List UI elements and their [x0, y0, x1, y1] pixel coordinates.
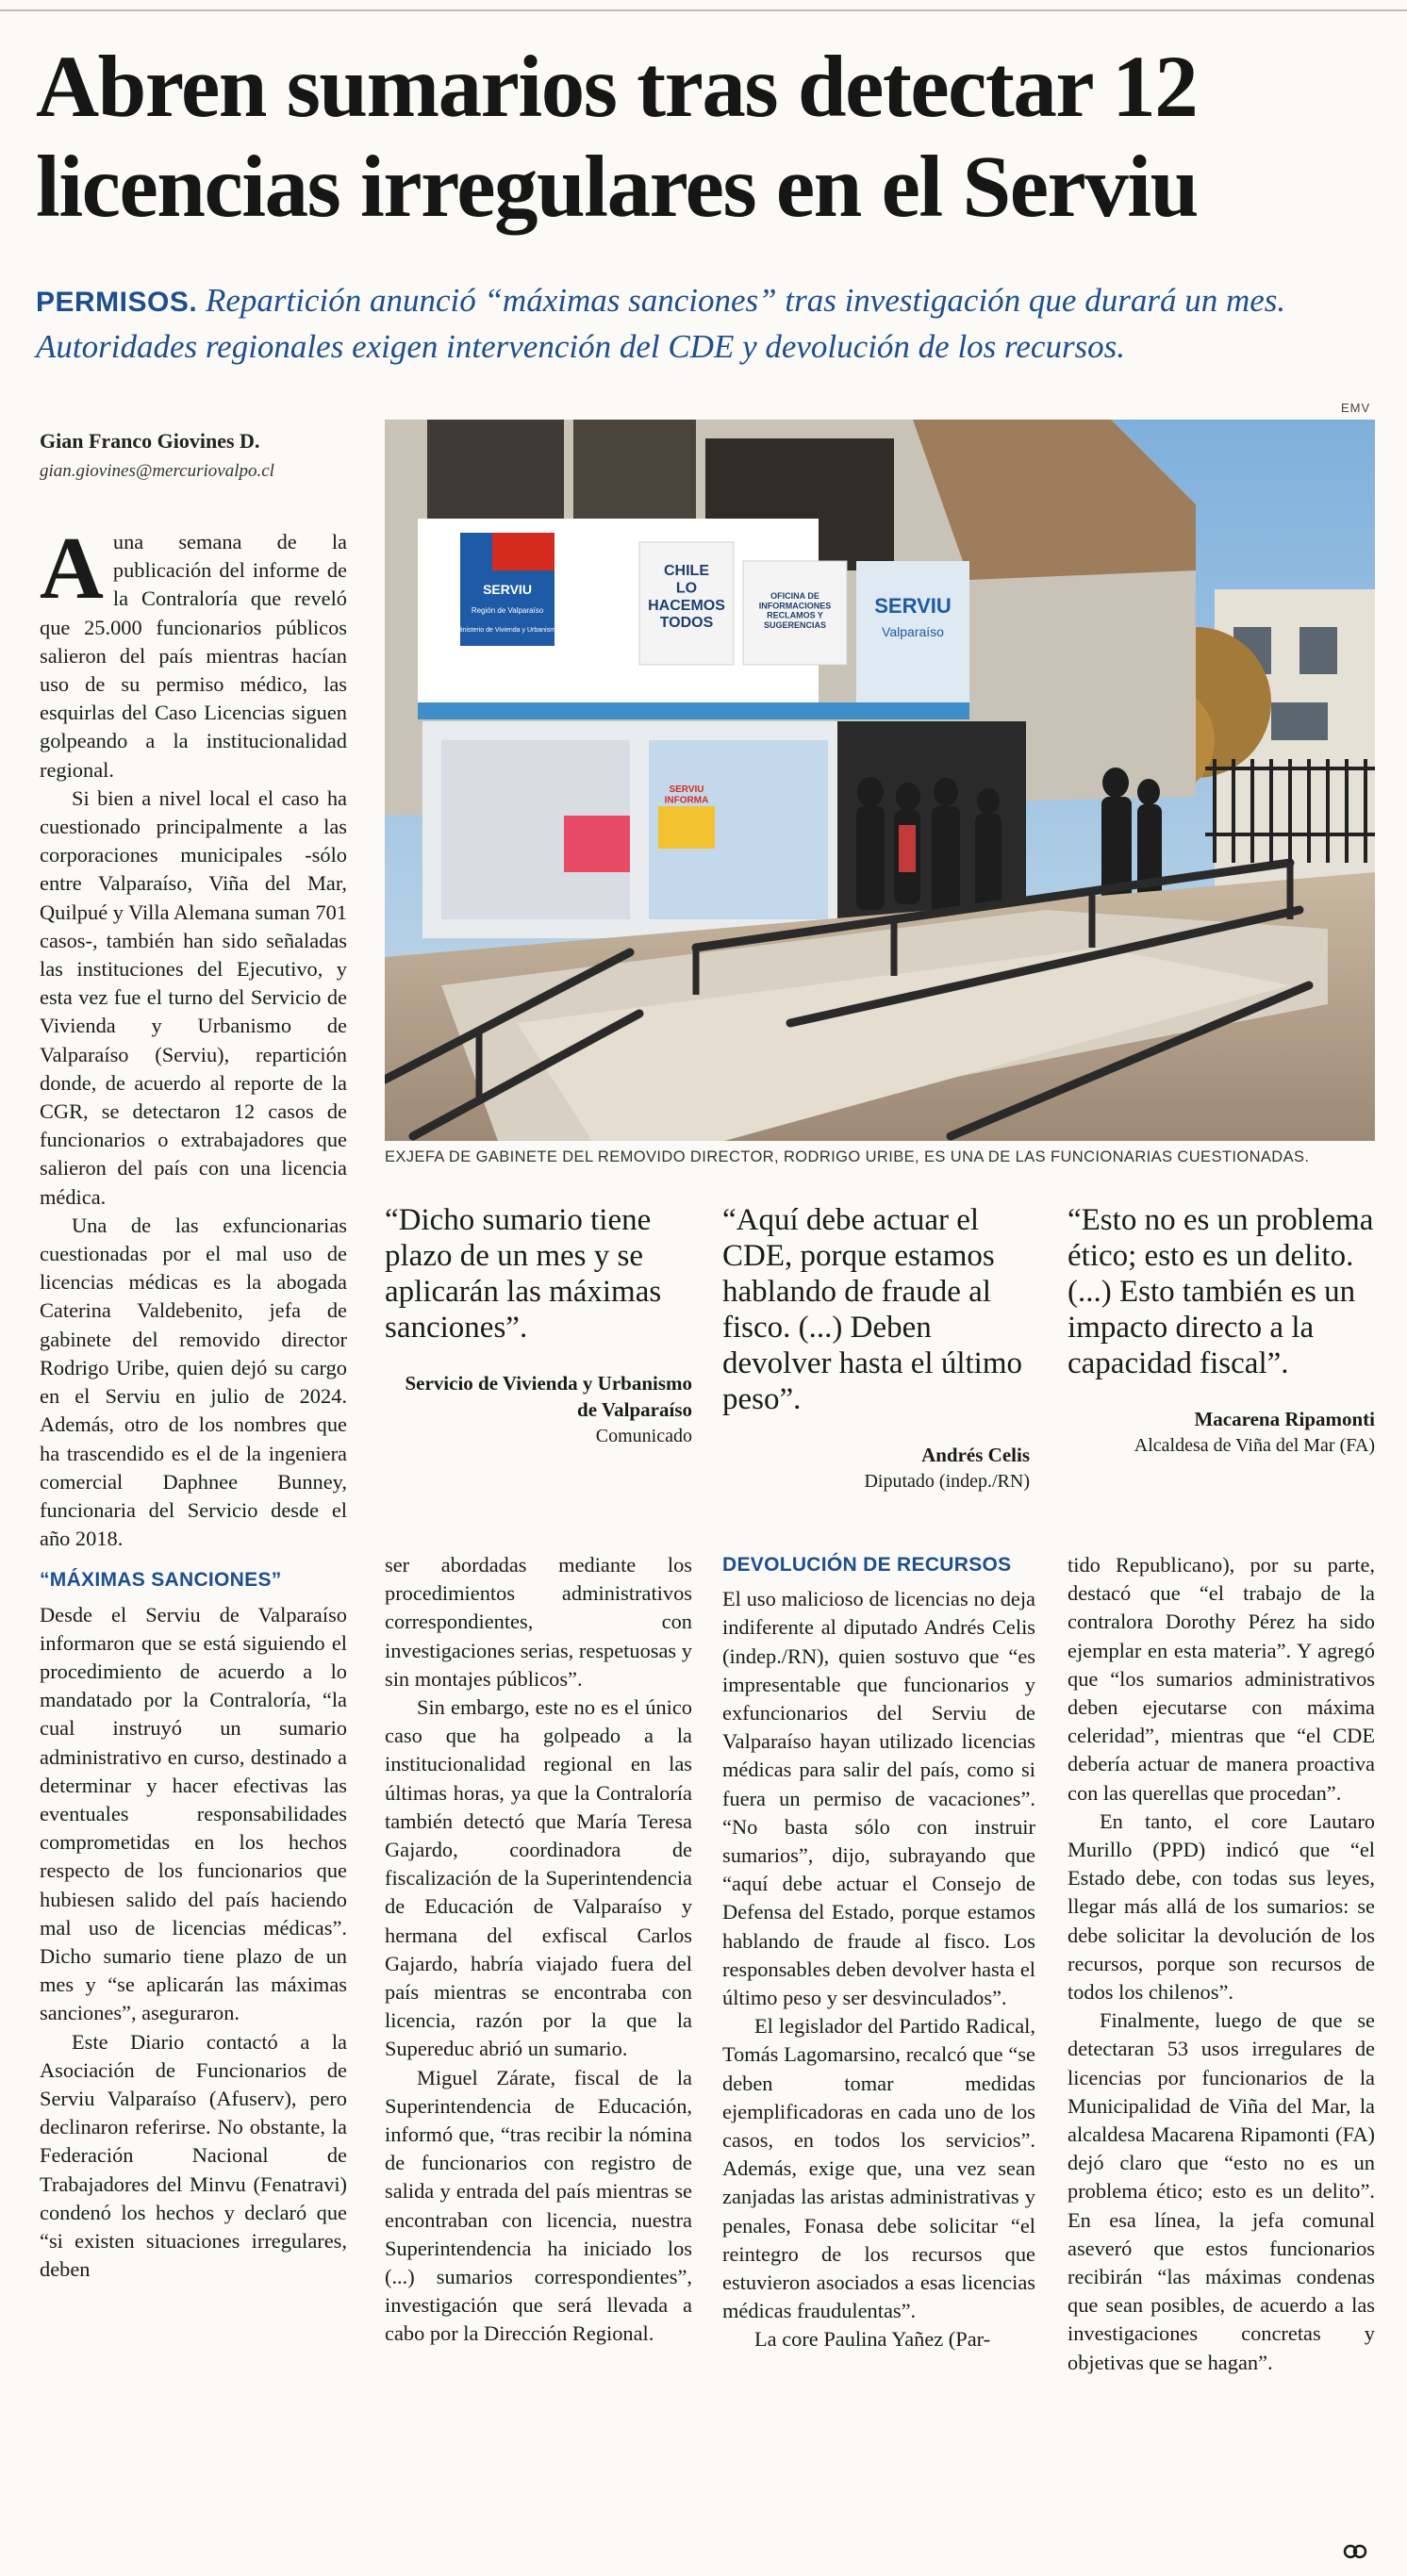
col3-paragraph-2: El legislador del Partido Radical, Tomás Lagomarsino, recalcó que “se deben tomar medidas ejemplificadoras en cada uno de los casos, en todos los servicios”. Además, exige que, una vez sean zanjadas las aristas administrativas y penales, Fonasa debe solicitar “el reintegro de los recursos que estuvieron asociados a esas licencias médicas fraudulentas”.	[722, 2014, 1035, 2323]
col1-paragraph-5: Este Diario contactó a la Asociación de Funcionarios de Serviu Valparaíso (Afuserv), pero declinaron referirse. No obstante, la Federación Nacional de Trabajadores del Minvu (Fenatravi) condenó los hechos y declaró que “si existen situaciones irregulares, deben	[40, 2029, 347, 2282]
kicker: PERMISOS.	[36, 287, 198, 318]
sign-oirs: OFICINA DE INFORMACIONES RECLAMOS Y SUGERENCIAS	[758, 591, 832, 631]
lede-text: Repartición anunció “máximas sanciones” tras investigación que durará un mes. Autoridades regionales exigen intervención del CDE y devolución de los recursos.	[36, 282, 1286, 365]
col1-paragraph-3: Una de las exfuncionarias cuestionadas por el mal uso de licencias médicas es la abogada Caterina Valdebenito, jefa de gabinete del removido director Rodrigo Uribe, quien dejó su cargo en el Serviu en julio de 2024. Además, otro de los nombres que ha trascendido es el de la ingeniera comercial Daphnee Bunney, funcionaria del Servicio desde el año 2018.	[40, 1213, 347, 1551]
column-4	[1068, 1551, 1375, 2377]
sign-ministry: Ministerio de Vivienda y Urbanismo	[455, 627, 559, 634]
quote-name: Macarena Ripamonti	[1194, 1408, 1375, 1430]
col2-paragraph-3: Miguel Zárate, fiscal de la Superintendencia de Educación, informó que, “tras recibir la nómina de funcionarios con registro de salida y entrada del país mientras se encontraban con licencia, nuestra Superintendencia ha iniciado los (...) sumarios correspondientes”, investigación que será llevada a cabo por la Dirección Regional.	[385, 2065, 692, 2346]
quote-text: “Aquí debe actuar el CDE, porque estamos hablando de fraude al fisco. (...) Deben devolver hasta el último peso”.	[722, 1203, 1022, 1416]
col3-paragraph-1: El uso malicioso de licencias no deja indiferente al diputado Andrés Celis (indep./RN), quien sostuvo que “es impresentable que funcionarios y exfuncionarios del Serviu de Valparaíso hayan utilizado licencias médicas para salir del país, como si fuera un permiso de vacaciones”. “No basta sólo con instruir sumarios”, dijo, subrayando que “aquí debe actuar el Consejo de Defensa del Estado, porque estamos hablando de fraude al fisco. Los responsables deben devolver hasta el último peso y ser desvinculados”.	[722, 1587, 1035, 2010]
column-1	[40, 520, 347, 2284]
sign-poster: SERVIU INFORMA	[664, 784, 709, 806]
sign-region: Región de Valparaíso	[471, 606, 544, 615]
photo-illustration	[385, 420, 1375, 1141]
lede	[36, 278, 1375, 369]
subhead-devolucion: DEVOLUCIÓN DE RECURSOS	[722, 1554, 1012, 1576]
pull-quote-2	[722, 1202, 1030, 1494]
column-2	[385, 1551, 692, 2349]
top-rule	[0, 9, 1407, 11]
quote-text: “Esto no es un problema ético; esto es un delito. (...) Esto también es un impacto directo a la capacidad fiscal”.	[1068, 1203, 1374, 1380]
subhead-maximas-sanciones: “MÁXIMAS SANCIONES”	[40, 1569, 282, 1592]
column-3	[722, 1551, 1035, 2354]
col1-paragraph-4: Desde el Serviu de Valparaíso informaron que se está siguiendo el procedimiento de acuerdo a lo mandatado por la Contraloría, “la cual instruyó un sumario administrativo en curso, destinado a determinar y hacer efectivas las eventuales responsabilidades comprometidas en los hechos respecto de los funcionarios que hubiesen salido del país haciendo mal uso de licencias médicas”. Dicho sumario tiene plazo de un mes y “se aplicarán las máximas sanciones”, aseguraron.	[40, 1602, 347, 2025]
col1-paragraph-1: una semana de la publicación del informe de la Contraloría que reveló que 25.000 funcionarios públicos salieron del país mientras hacían uso de su permiso médico, las esquirlas del Caso Licencias siguen golpeando a la institucionalidad regional.	[40, 530, 347, 782]
sign-valpo: Valparaíso	[882, 624, 944, 639]
col2-paragraph-1: ser abordadas mediante los procedimientos administrativos correspondientes, con investigaciones serias, respetuosas y sin montajes públicos”.	[385, 1553, 692, 1691]
col4-paragraph-3: Finalmente, luego de que se detectaran 53 usos irregulares de licencias por funcionarios de la Municipalidad de Viña del Mar, la alcaldesa Macarena Ripamonti (FA) dejó claro que “esto no es un problema ético; esto es un delito”. En esa línea, la jefa comunal aseveró que estos funcionarios recibirán “las máximas condenas que sean posibles, de acuerdo a las investigaciones concretas y objetivas que se hagan”.	[1068, 2008, 1375, 2374]
author: Gian Franco Giovines D.	[40, 429, 260, 453]
end-mark-icon	[1343, 2541, 1367, 2562]
col3-paragraph-3: La core Paulina Yañez (Par-	[754, 2327, 991, 2352]
col1-paragraph-2: Si bien a nivel local el caso ha cuestionado principalmente a las corporaciones municipales -sólo entre Valparaíso, Viña del Mar, Quilpué y Villa Alemana suman 701 casos-, también han sido señaladas las instituciones del Ejecutivo, y esta vez fue el turno del Servicio de Vivienda y Urbanismo de Valparaíso (Serviu), repartición donde, de acuerdo al reporte de la CGR, se detectaron 12 casos de funcionarios o extrabajadores que salieron del país con una licencia médica.	[40, 785, 347, 1209]
quote-role: Alcaldesa de Viña del Mar (FA)	[1134, 1435, 1375, 1456]
photo	[385, 420, 1375, 1141]
col4-paragraph-2: En tanto, el core Lautaro Murillo (PPD) indicó que “el Estado debe, con todas sus leyes, llegar más allá de los sumarios: se debe solicitar la devolución de los recursos, porque son recursos de todos los chilenos”.	[1068, 1808, 1375, 2005]
sign-serviu: SERVIU	[483, 582, 532, 597]
col4-paragraph-1: tido Republicano), por su parte, destacó que “el trabajo de la contralora Dorothy Pérez ha sido ejemplar en esta materia”. Y agregó que “los sumarios administrativos deben ejecutarse con máxima celeridad”, mientras que “el CDE debería actuar de manera proactiva con las querellas que procedan”.	[1068, 1553, 1375, 1805]
photo-credit: EMV	[1341, 401, 1371, 415]
quote-name: Andrés Celis	[921, 1444, 1030, 1466]
sign-serviu-2: SERVIU	[874, 594, 952, 618]
pull-quote-3	[1068, 1202, 1375, 1459]
headline: Abren sumarios tras detectar 12 licencias irregulares en el Serviu	[36, 39, 1198, 236]
sign-chile: CHILE LO HACEMOS TODOS	[648, 563, 725, 632]
quote-role: Diputado (indep./RN)	[864, 1471, 1030, 1492]
quote-text: “Dicho sumario tiene plazo de un mes y se aplicarán las máximas sanciones”.	[385, 1203, 662, 1345]
quote-role: Comunicado	[595, 1426, 692, 1446]
col2-paragraph-2: Sin embargo, este no es el único caso que ha golpeado a la institucionalidad regional en las últimas horas, ya que la Contraloría también detectó que María Teresa Gajardo, coordinadora de fiscalización de la Superintendencia de Educación de Valparaíso y hermana del exfiscal Carlos Gajardo, habría viajado fuera del país mientras se encontraba con licencia, razón por la que la Supereduc abrió un sumario.	[385, 1695, 692, 2061]
pull-quote-1	[385, 1202, 692, 1449]
author-email[interactable]: gian.giovines@mercuriovalpo.cl	[40, 461, 274, 481]
photo-caption: EXJEFA DE GABINETE DEL REMOVIDO DIRECTOR, RODRIGO URIBE, ES UNA DE LAS FUNCIONARIAS CUESTIONADAS.	[385, 1148, 1310, 1165]
quote-name: Servicio de Vivienda y Urbanismo de Valparaíso	[405, 1372, 692, 1421]
drop-cap: A	[40, 520, 104, 618]
byline	[40, 429, 379, 482]
